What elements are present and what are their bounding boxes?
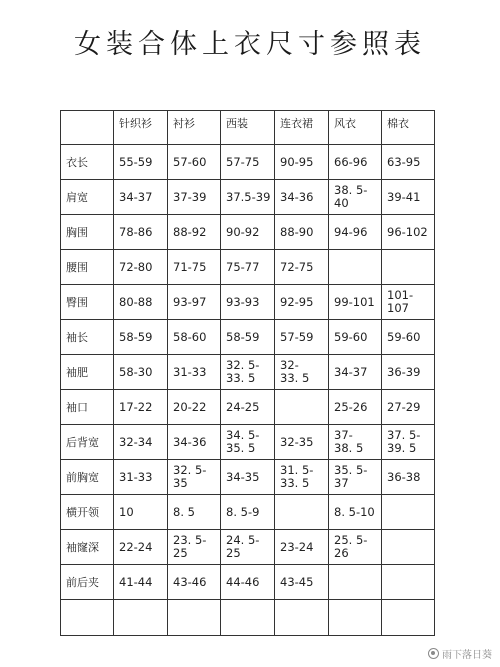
- table-row: [61, 425, 435, 460]
- table-cell: 93-93: [221, 285, 275, 320]
- row-label-cell: 袖长: [61, 320, 114, 355]
- table-row: [61, 565, 435, 600]
- table-cell: 8. 5: [168, 495, 221, 530]
- table-cell: 27-29: [382, 390, 435, 425]
- row-label-cell: 前后夹: [61, 565, 114, 600]
- row-label-cell: 肩宽: [61, 180, 114, 215]
- row-label-cell: 袖口: [61, 390, 114, 425]
- table-row: [61, 215, 435, 250]
- table-cell: 37. 5- 39. 5: [382, 425, 435, 460]
- table-cell: 24. 5- 25: [221, 530, 275, 565]
- table-cell: 8. 5-10: [329, 495, 382, 530]
- table-cell: 43-46: [168, 565, 221, 600]
- table-cell: [382, 530, 435, 565]
- table-cell: 32-34: [114, 425, 168, 460]
- table-cell: 24-25: [221, 390, 275, 425]
- table-cell: [275, 600, 329, 636]
- row-label-cell: 衣长: [61, 145, 114, 180]
- table-cell: 37.5-39: [221, 180, 275, 215]
- row-label-cell: 臀围: [61, 285, 114, 320]
- table-cell: 94-96: [329, 215, 382, 250]
- column-header: 西装: [221, 111, 275, 145]
- table-cell: 57-60: [168, 145, 221, 180]
- table-cell: 78-86: [114, 215, 168, 250]
- table-cell: 10: [114, 495, 168, 530]
- column-header: 连衣裙: [275, 111, 329, 145]
- table-cell: 32- 33. 5: [275, 355, 329, 390]
- size-chart-table: [60, 110, 435, 636]
- table-cell: 101- 107: [382, 285, 435, 320]
- page-title: 女装合体上衣尺寸参照表: [74, 29, 426, 60]
- table-cell: [382, 250, 435, 285]
- row-label-cell: [61, 600, 114, 636]
- row-label-cell: 袖窿深: [61, 530, 114, 565]
- table-cell: 36-39: [382, 355, 435, 390]
- table-cell: [382, 565, 435, 600]
- row-label-cell: 后背宽: [61, 425, 114, 460]
- table-cell: 17-22: [114, 390, 168, 425]
- table-cell: 88-92: [168, 215, 221, 250]
- table-cell: 31-33: [168, 355, 221, 390]
- table-row: [61, 530, 435, 565]
- table-cell: [329, 250, 382, 285]
- table-cell: 23-24: [275, 530, 329, 565]
- table-cell: 32. 5- 33. 5: [221, 355, 275, 390]
- table-cell: 80-88: [114, 285, 168, 320]
- table-cell: 58-59: [221, 320, 275, 355]
- table-cell: 34-36: [275, 180, 329, 215]
- table-row: [61, 250, 435, 285]
- table-cell: [114, 600, 168, 636]
- table-cell: 39-41: [382, 180, 435, 215]
- table-cell: 41-44: [114, 565, 168, 600]
- table-row: [61, 390, 435, 425]
- table-cell: 90-95: [275, 145, 329, 180]
- table-cell: 38. 5- 40: [329, 180, 382, 215]
- table-cell: 31. 5- 33. 5: [275, 460, 329, 495]
- table-cell: [382, 600, 435, 636]
- column-header: 风衣: [329, 111, 382, 145]
- table-cell: 25-26: [329, 390, 382, 425]
- table-cell: [168, 600, 221, 636]
- table-header-row: [61, 111, 435, 145]
- weibo-icon: [428, 648, 439, 659]
- table-row: [61, 355, 435, 390]
- table-cell: [329, 600, 382, 636]
- row-label-cell: 腰围: [61, 250, 114, 285]
- table-cell: 37-39: [168, 180, 221, 215]
- table-cell: [275, 390, 329, 425]
- table-row: [61, 495, 435, 530]
- table-cell: 34-35: [221, 460, 275, 495]
- table-cell: 34-36: [168, 425, 221, 460]
- table-cell: 96-102: [382, 215, 435, 250]
- row-label-cell: 横开领: [61, 495, 114, 530]
- table-cell: [275, 495, 329, 530]
- header-corner-cell: [61, 111, 114, 145]
- column-header: 衬衫: [168, 111, 221, 145]
- table-cell: 32-35: [275, 425, 329, 460]
- table-cell: [382, 495, 435, 530]
- table-row: [61, 460, 435, 495]
- table-cell: 72-75: [275, 250, 329, 285]
- table-cell: 34-37: [114, 180, 168, 215]
- table-cell: 63-95: [382, 145, 435, 180]
- table-cell: 59-60: [382, 320, 435, 355]
- table-cell: 55-59: [114, 145, 168, 180]
- table-cell: 37- 38. 5: [329, 425, 382, 460]
- table-cell: 43-45: [275, 565, 329, 600]
- table-cell: 25. 5- 26: [329, 530, 382, 565]
- watermark: [428, 646, 492, 661]
- table-cell: 59-60: [329, 320, 382, 355]
- table-cell: 71-75: [168, 250, 221, 285]
- table-cell: 23. 5- 25: [168, 530, 221, 565]
- table-cell: 34-37: [329, 355, 382, 390]
- table-cell: 66-96: [329, 145, 382, 180]
- table-cell: 58-59: [114, 320, 168, 355]
- table-cell: 57-75: [221, 145, 275, 180]
- row-label-cell: 袖肥: [61, 355, 114, 390]
- table-cell: 8. 5-9: [221, 495, 275, 530]
- row-label-cell: 前胸宽: [61, 460, 114, 495]
- table-cell: 88-90: [275, 215, 329, 250]
- table-cell: 92-95: [275, 285, 329, 320]
- table-cell: [329, 565, 382, 600]
- table-cell: 72-80: [114, 250, 168, 285]
- table-row: [61, 600, 435, 636]
- table-row: [61, 320, 435, 355]
- table-row: [61, 180, 435, 215]
- table-cell: 34. 5- 35. 5: [221, 425, 275, 460]
- table-cell: 75-77: [221, 250, 275, 285]
- table-cell: 58-60: [168, 320, 221, 355]
- table-cell: 31-33: [114, 460, 168, 495]
- column-header: 针织衫: [114, 111, 168, 145]
- table-cell: 20-22: [168, 390, 221, 425]
- table-cell: 32. 5- 35: [168, 460, 221, 495]
- table-cell: 99-101: [329, 285, 382, 320]
- table-cell: 93-97: [168, 285, 221, 320]
- table-row: [61, 285, 435, 320]
- table-cell: 36-38: [382, 460, 435, 495]
- table-cell: 90-92: [221, 215, 275, 250]
- table-cell: 58-30: [114, 355, 168, 390]
- watermark-text: 雨下落日葵: [442, 650, 492, 661]
- table-cell: 35. 5- 37: [329, 460, 382, 495]
- table-cell: 22-24: [114, 530, 168, 565]
- table-cell: [221, 600, 275, 636]
- table-cell: 57-59: [275, 320, 329, 355]
- column-header: 棉衣: [382, 111, 435, 145]
- row-label-cell: 胸围: [61, 215, 114, 250]
- table-row: [61, 145, 435, 180]
- table-cell: 44-46: [221, 565, 275, 600]
